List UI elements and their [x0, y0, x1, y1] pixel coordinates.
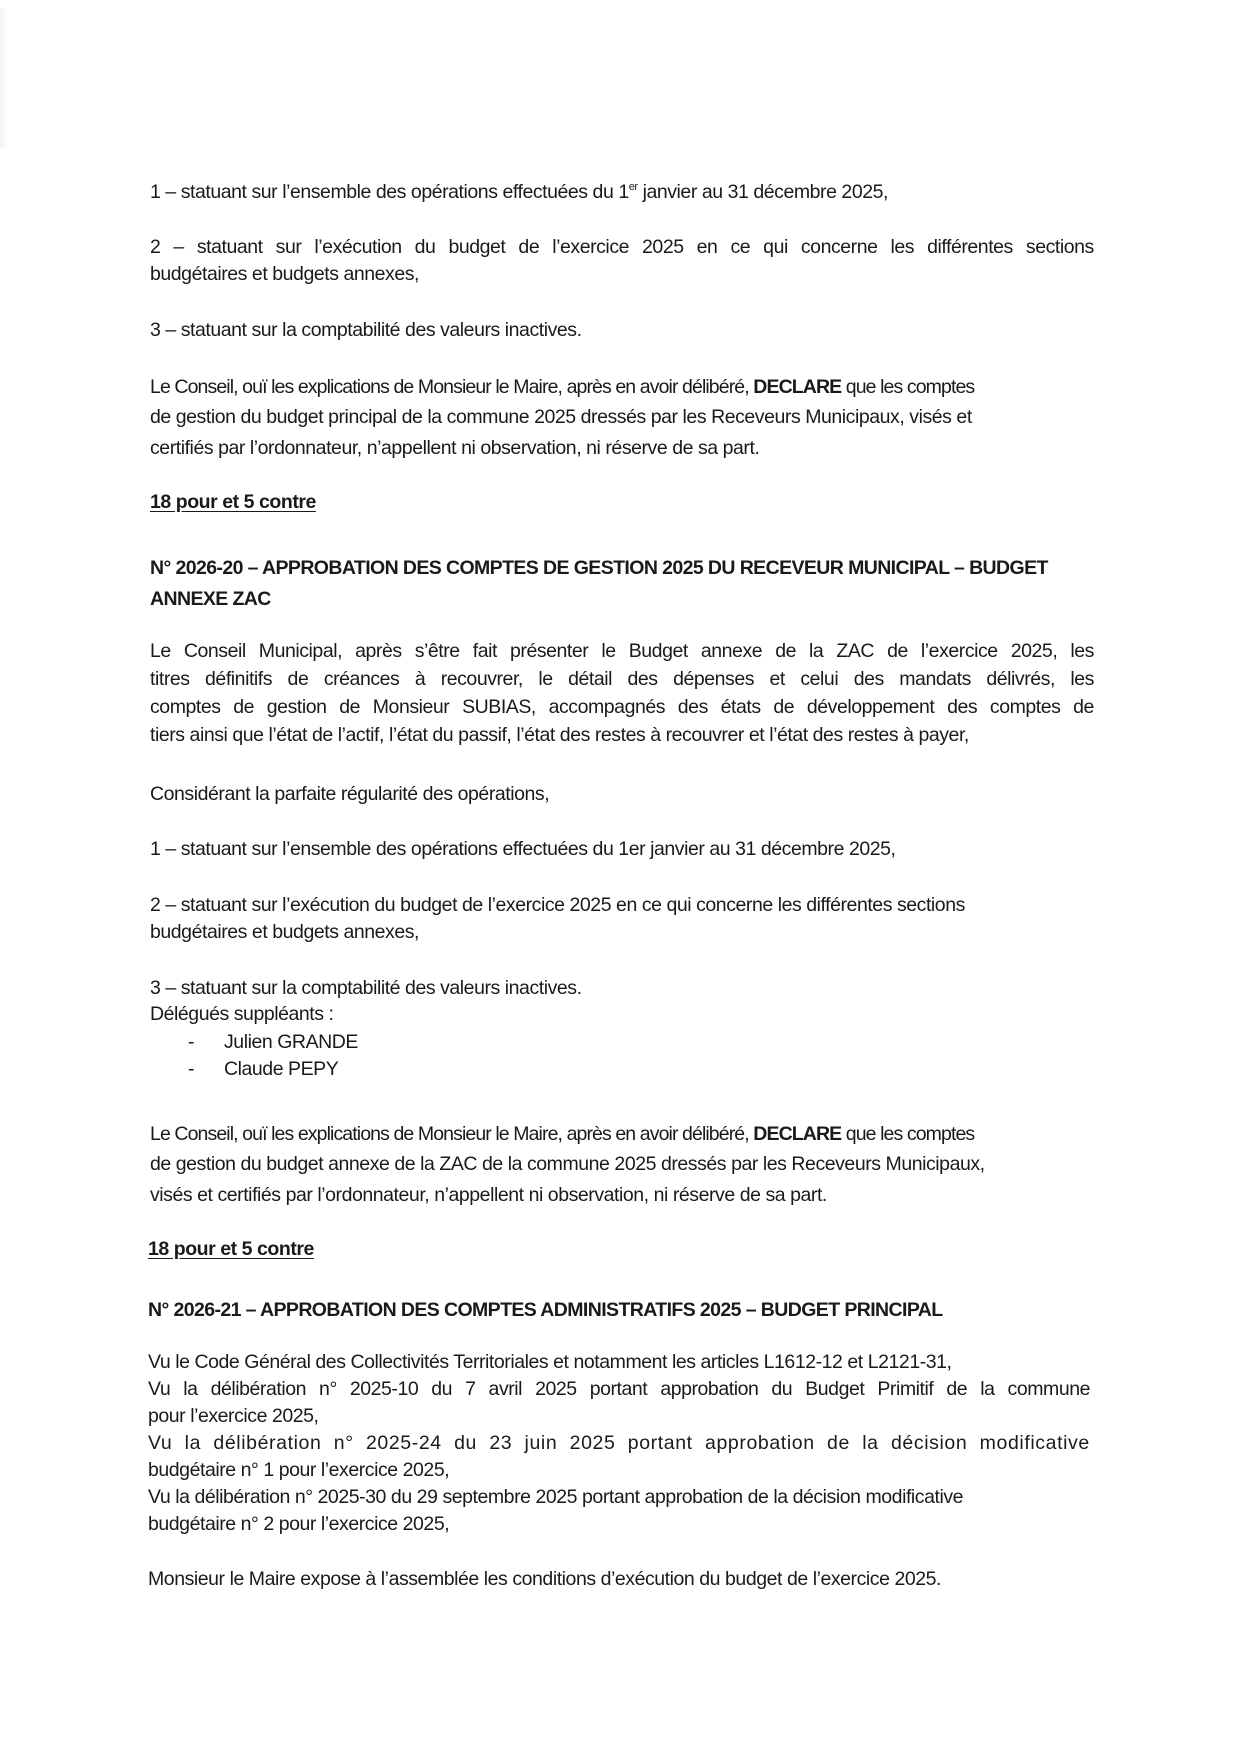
word: de	[887, 640, 908, 662]
delegate-name: Julien GRANDE	[224, 1031, 358, 1053]
word: de	[339, 696, 361, 718]
word: 2025,	[1010, 640, 1058, 662]
word: concerne	[800, 236, 878, 258]
word: de	[233, 696, 255, 718]
word: délibération	[210, 1378, 307, 1400]
word: la	[183, 1378, 198, 1400]
word: sur	[275, 236, 302, 258]
declaration-line-1	[150, 375, 974, 399]
intro-line-2	[150, 667, 1094, 691]
intro-line-3	[150, 695, 1094, 719]
word: de	[775, 640, 796, 662]
item-text: – statuant sur l’ensemble des opérations effectuées du 1	[160, 181, 629, 203]
word: après	[355, 640, 402, 662]
word: comptes	[989, 696, 1061, 718]
word: à	[414, 668, 426, 690]
word: Vu	[148, 1378, 171, 1400]
word: le	[538, 668, 553, 690]
word: Conseil	[183, 640, 246, 662]
word: n°	[319, 1378, 337, 1400]
section-title-2026-20-line-1: N° 2026-20 – APPROBATION DES COMPTES DE GESTION 2025 DU RECEVEUR MUNICIPAL – BUDGET	[150, 557, 1048, 579]
word: les	[890, 236, 915, 258]
vu-line-1: Vu le Code Général des Collectivités Territoriales et notamment les articles L1612-12 et L2121-31,	[148, 1351, 952, 1373]
word: présenter	[510, 640, 589, 662]
word: juin	[524, 1432, 558, 1454]
word: 2025-24	[365, 1432, 442, 1454]
word: en	[696, 236, 718, 258]
closing-statement: Monsieur le Maire expose à l’assemblée les conditions d’exécution du budget de l’exercice 2025.	[148, 1568, 941, 1590]
word: l’exercice	[920, 640, 998, 662]
word: celui	[800, 668, 839, 690]
word: –	[173, 236, 184, 258]
declaration-text: Le Conseil, ouï les explications de Monsieur le Maire, après en avoir délibéré,	[150, 1123, 754, 1145]
word: 2	[150, 236, 161, 258]
word: les	[1070, 668, 1094, 690]
section-title-2026-21: N° 2026-21 – APPROBATION DES COMPTES ADMINISTRATIFS 2025 – BUDGET PRINCIPAL	[148, 1299, 943, 1321]
word: décision	[890, 1432, 968, 1454]
declaration-line-2: de gestion du budget annexe de la ZAC de la commune 2025 dressés par les Receveurs Municipaux,	[150, 1153, 985, 1175]
word: détail	[568, 668, 613, 690]
vu-line-7: budgétaire n° 2 pour l’exercice 2025,	[148, 1513, 450, 1535]
word: Budget	[628, 640, 688, 662]
vu-line-6: Vu la délibération n° 2025-30 du 29 septembre 2025 portant approbation de la décision modificative	[148, 1486, 964, 1508]
item-3-valeurs-inactives: 3 – statuant sur la comptabilité des valeurs inactives.	[150, 319, 582, 341]
word: la	[184, 1432, 202, 1454]
word: des	[677, 696, 708, 718]
word: états	[720, 696, 761, 718]
declaration-text: que les comptes	[841, 376, 975, 398]
word: 2025	[535, 1378, 577, 1400]
word: n°	[333, 1432, 354, 1454]
word: l’exercice	[552, 236, 630, 258]
word: annexe	[700, 640, 763, 662]
word: développement	[806, 696, 935, 718]
item-2-line-2: budgétaires et budgets annexes,	[150, 921, 420, 943]
word: portant	[627, 1432, 693, 1454]
word: gestion	[266, 696, 327, 718]
word: Vu	[148, 1432, 173, 1454]
word: mandats	[899, 668, 971, 690]
word: des	[853, 668, 884, 690]
considerant: Considérant la parfaite régularité des opérations,	[150, 783, 550, 805]
word: 23	[489, 1432, 513, 1454]
word: dépenses	[673, 668, 755, 690]
declaration-line-3: certifiés par l’ordonnateur, n’appellent ni observation, ni réserve de sa part.	[150, 437, 760, 459]
word: de	[518, 236, 540, 258]
declaration-text: que les comptes	[841, 1123, 975, 1145]
word: différentes	[927, 236, 1013, 258]
delegates-label: Délégués suppléants :	[150, 1003, 334, 1025]
intro-line-4: tiers ainsi que l’état de l’actif, l’état du passif, l’état des restes à recouvrer et l’état des restes à payer,	[150, 724, 969, 746]
declaration-text: Le Conseil, ouï les explications de Monsieur le Maire, après en avoir délibéré,	[150, 376, 754, 398]
section-title-2026-20-line-2: ANNEXE ZAC	[150, 588, 271, 610]
word: de	[773, 696, 795, 718]
declaration-line-2: de gestion du budget principal de la commune 2025 dressés par les Receveurs Municipaux, visés et	[150, 406, 972, 428]
superscript-er: er	[628, 181, 638, 193]
word: délibération	[213, 1432, 322, 1454]
word: SUBIAS,	[462, 696, 536, 718]
word: 2025-10	[349, 1378, 419, 1400]
item-number: 1	[150, 181, 161, 203]
word: du	[431, 1378, 453, 1400]
word: du	[771, 1378, 793, 1400]
word: comptes	[150, 696, 221, 718]
word: approbation	[660, 1378, 759, 1400]
word: Le	[150, 640, 171, 662]
declare-keyword: DECLARE	[753, 1123, 842, 1145]
item-1-statuant-ensemble: 1 – statuant sur l’ensemble des opérations effectuées du 1er janvier au 31 décembre 2025,	[150, 838, 896, 860]
bullet-dash: -	[188, 1031, 195, 1053]
word: Budget	[805, 1378, 865, 1400]
word: 2025	[569, 1432, 616, 1454]
item-3-valeurs-inactives: 3 – statuant sur la comptabilité des valeurs inactives.	[150, 977, 582, 999]
item-2-line-1: 2 – statuant sur l’exécution du budget de l’exercice 2025 en ce qui concerne les différentes sections	[150, 894, 965, 916]
word: la	[980, 1378, 995, 1400]
vote-result: 18 pour et 5 contre	[150, 491, 316, 513]
word: ZAC	[836, 640, 875, 662]
word: 7	[465, 1378, 476, 1400]
word: et	[769, 668, 785, 690]
word: ce	[730, 236, 751, 258]
word: délivrés,	[986, 668, 1055, 690]
vote-result: 18 pour et 5 contre	[148, 1238, 314, 1260]
word: de	[287, 668, 309, 690]
word: des	[947, 696, 978, 718]
word: la	[809, 640, 824, 662]
delegate-name: Claude PEPY	[224, 1058, 339, 1080]
word: recouvrer,	[440, 668, 523, 690]
intro-line-1	[150, 639, 1094, 663]
word: sections	[1025, 236, 1094, 258]
word: commune	[1007, 1378, 1090, 1400]
vu-line-2	[148, 1377, 1090, 1401]
word: accompagnés	[548, 696, 666, 718]
bullet-dash: -	[188, 1058, 195, 1080]
word: de	[827, 1432, 850, 1454]
declaration-line-3: visés et certifiés par l’ordonnateur, n’appellent ni observation, ni réserve de sa part.	[150, 1184, 827, 1206]
word: de	[1073, 696, 1094, 718]
vu-line-4	[148, 1431, 1090, 1455]
word: modificative	[979, 1432, 1090, 1454]
item-1-statuant-ensemble	[150, 180, 888, 204]
item-2-line-1	[150, 235, 1094, 259]
item-text: janvier au 31 décembre 2025,	[637, 181, 888, 203]
word: créances	[323, 668, 400, 690]
word: s’être	[414, 640, 460, 662]
word: qui	[763, 236, 788, 258]
word: fait	[472, 640, 497, 662]
word: des	[627, 668, 658, 690]
item-2-line-2: budgétaires et budgets annexes,	[150, 263, 420, 285]
word: Primitif	[877, 1378, 934, 1400]
word: du	[454, 1432, 477, 1454]
word: budget	[448, 236, 506, 258]
word: approbation	[705, 1432, 815, 1454]
word: avril	[488, 1378, 523, 1400]
word: du	[414, 236, 436, 258]
vu-line-3: pour l’exercice 2025,	[148, 1405, 319, 1427]
word: l’exécution	[314, 236, 402, 258]
declaration-line-1	[150, 1122, 974, 1146]
word: Municipal,	[258, 640, 343, 662]
word: définitifs	[205, 668, 273, 690]
word: les	[1070, 640, 1094, 662]
word: statuant	[196, 236, 263, 258]
word: Monsieur	[372, 696, 450, 718]
word: portant	[589, 1378, 648, 1400]
word: le	[601, 640, 616, 662]
declare-keyword: DECLARE	[753, 376, 842, 398]
word: titres	[150, 668, 190, 690]
word: 2025	[642, 236, 684, 258]
vu-line-5: budgétaire n° 1 pour l’exercice 2025,	[148, 1459, 450, 1481]
word: de	[946, 1378, 968, 1400]
word: la	[862, 1432, 879, 1454]
